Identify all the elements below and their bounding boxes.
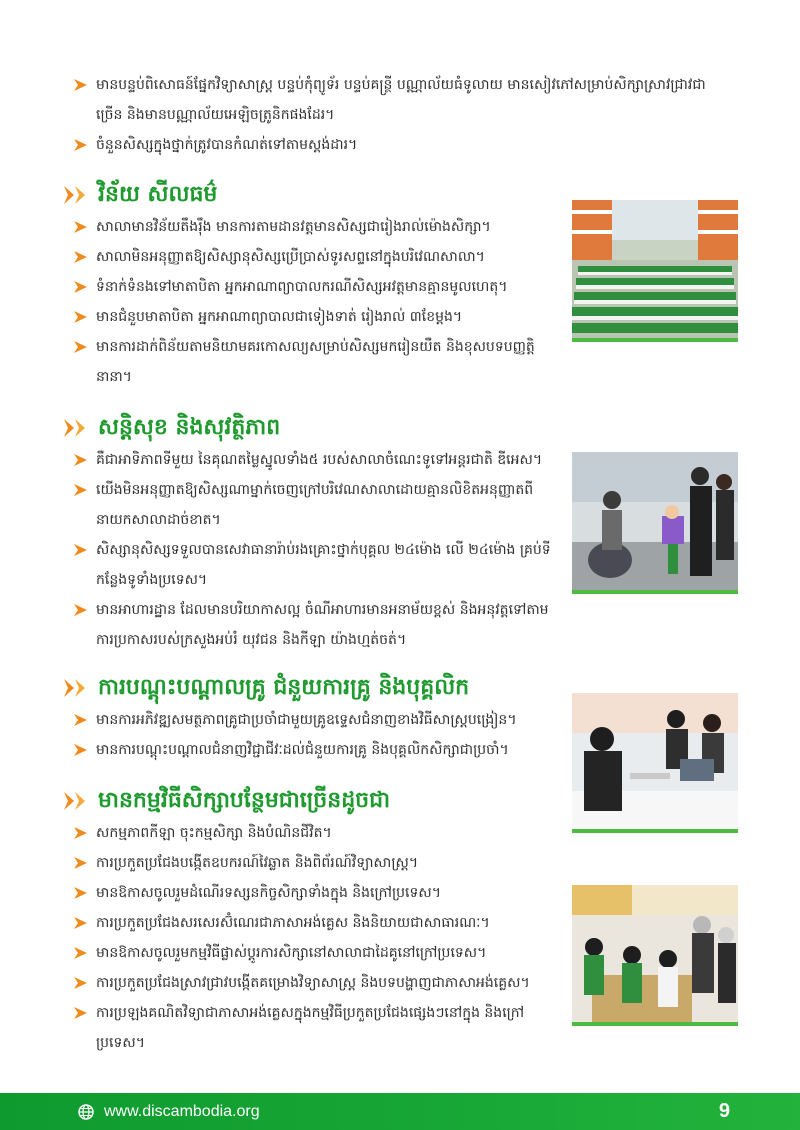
arrow-bullet-icon [74, 1007, 87, 1019]
arrow-bullet-icon [74, 887, 87, 899]
arrow-bullet-icon [74, 977, 87, 989]
list-item: ការប្រកួតប្រជែងសរសេរស៊ំណេរជាភាសាអង់គ្លេស និងនិយាយជាសាធារណៈ។ [74, 908, 564, 938]
list-item: មានឱកាសចូលរួមដំណើរទស្សនកិច្ចសិក្សាទាំងក្នុង និងក្រៅប្រទេស។ [74, 878, 564, 908]
section-title: វិន័យ សីលធម៌ [98, 182, 218, 207]
facilities-list [74, 70, 724, 160]
list-item: មានឱកាសចូលរួមកម្មវិធីផ្លាស់ប្តូរការសិក្សានៅសាលាជាដៃគូនៅក្រៅប្រទេស។ [74, 938, 564, 968]
list-item: មានការអភិវឌ្ឍសមត្ថភាពគ្រូជាប្រចាំជាមួយគ្រូឧទ្ទេសជំនាញខាងវិធីសាស្ត្របង្រៀន។ [74, 705, 564, 735]
section-heading-training [64, 673, 469, 703]
list-item: សាលាមិនអនុញ្ញាតឱ្យសិស្សានុសិស្សប្រើប្រាស់ទូរសព្ទនៅក្នុងបរិវេណសាលា។ [74, 242, 564, 272]
arrow-bullet-icon [74, 311, 87, 323]
footer-bar [0, 1093, 800, 1130]
list-item: សិស្សានុសិស្សទទួលបានសេវាធានារ៉ាប់រងគ្រោះថ្នាក់បុគ្គល ២៤ម៉ោង លើ ២៤ម៉ោង គ្រប់ទីកន្លែងទូទាំងប្រទេស។ [74, 535, 564, 595]
arrow-bullet-icon [74, 454, 87, 466]
arrow-bullet-icon [74, 484, 87, 496]
assembly-illustration [572, 200, 738, 338]
double-chevron-icon [64, 419, 90, 437]
arrow-bullet-icon [74, 744, 87, 756]
section-heading-safety [64, 413, 280, 443]
list-item: មានការដាក់ពិន័យតាមនិយាមគរកោសល្យសម្រាប់សិស្សមករៀនយឺត និងខុសបទបញ្ញត្តិនានា។ [74, 332, 564, 392]
list-item: យើងមិនអនុញ្ញាតឱ្យសិស្សណាម្នាក់ចេញក្រៅបរិវេណសាលាដោយគ្មានលិខិតអនុញ្ញាតពីនាយកសាលាដាច់ខាត។ [74, 475, 564, 535]
activities-list [74, 818, 564, 1058]
list-item: មានបន្ទប់ពិសោធន៍ផ្នែកវិទ្យាសាស្ត្រ បន្ទប់កុំព្យូទ័រ បន្ទប់គន្ថ្រី បណ្ណាល័យធំទូលាយ មានសៀវភៅសម្រាប់សិក្សាស្រាវជ្រាវជាច្រើន និងមានបណ្ណាល័យអេឡិចត្រូនិកផងដែរ។ [74, 70, 724, 130]
arrow-bullet-icon [74, 857, 87, 869]
section-title: មានកម្មវិធីសិក្សាបន្ថែមជាច្រើនដូចជា [98, 788, 391, 813]
fair-illustration [572, 885, 738, 1022]
section-title: ការបណ្តុះបណ្តាលគ្រូ ជំនួយការគ្រូ និងបុគ្គលិក [98, 675, 470, 700]
teacher-training-photo [572, 693, 738, 833]
list-item: ការប្រឡងគណិតវិទ្យាជាភាសាអង់គ្លេសក្នុងកម្មវិធីប្រកួតប្រជែងផ្សេងៗនៅក្នុង និងក្រៅប្រទេស។ [74, 998, 564, 1058]
arrow-bullet-icon [74, 827, 87, 839]
list-item: ការប្រកួតប្រជែងស្រាវជ្រាវបង្កើតគម្រោងវិទ្យាសាស្ត្រ និងបទបង្ហាញជាភាសាអង់គ្លេស។ [74, 968, 564, 998]
gate-illustration [572, 452, 738, 590]
section-title: សន្តិសុខ និងសុវត្ថិភាព [98, 415, 281, 440]
globe-icon [78, 1104, 94, 1120]
training-illustration [572, 693, 738, 829]
discipline-list [74, 212, 564, 392]
list-item: មានការបណ្តុះបណ្តាលជំនាញវិជ្ជាជីវៈដល់ជំនួយការគ្រូ និងបុគ្គលិកសិក្សាជាប្រចាំ។ [74, 735, 564, 765]
double-chevron-icon [64, 792, 90, 810]
arrow-bullet-icon [74, 604, 87, 616]
school-assembly-photo [572, 200, 738, 342]
double-chevron-icon [64, 679, 90, 697]
arrow-bullet-icon [74, 917, 87, 929]
arrow-bullet-icon [74, 79, 87, 91]
arrow-bullet-icon [74, 341, 87, 353]
list-item: មានជំនួបមាតាបិតា អ្នកអាណាព្យាបាលជាទៀងទាត់ រៀងរាល់ ៣ខែម្តង។ [74, 302, 564, 332]
double-chevron-icon [64, 186, 90, 204]
page-number: 9 [718, 1100, 730, 1122]
list-item: ទំនាក់ទំនងទៅមាតាបិតា អ្នកអាណាព្យាបាលករណីសិស្សអវត្តមានគ្មានមូលហេតុ។ [74, 272, 564, 302]
list-item: ចំនួនសិស្សក្នុងថ្នាក់ត្រូវបានកំណត់ទៅតាមស្តង់ដារ។ [74, 130, 724, 160]
science-fair-photo [572, 885, 738, 1026]
list-item: មានអាហារដ្ឋាន ដែលមានបរិយាកាសល្អ ចំណីអាហារមានអនាម័យខ្ពស់ និងអនុវត្តទៅតាមការប្រកាសរបស់ក្រសួងអប់រំ យុវជន និងកីឡា យ៉ាងហ្មត់ចត់។ [74, 595, 564, 655]
section-heading-activities [64, 786, 390, 816]
arrow-bullet-icon [74, 281, 87, 293]
list-item: សកម្មភាពកីឡា ចុះកម្មសិក្សា និងបំណិនជីវិត។ [74, 818, 564, 848]
school-gate-photo [572, 452, 738, 594]
list-item: ការប្រកួតប្រជែងបង្កើតឧបករណ៍វៃឆ្លាត និងពិព័រណ៍វិទ្យាសាស្ត្រ។ [74, 848, 564, 878]
arrow-bullet-icon [74, 544, 87, 556]
list-item: គឺជាអាទិភាពទីមួយ នៃគុណតម្លៃស្នូលទាំង៥ របស់សាលាចំណេះទូទៅអន្តរជាតិ ឌីអេស។ [74, 445, 564, 475]
arrow-bullet-icon [74, 714, 87, 726]
section-heading-discipline [64, 180, 217, 210]
list-item: សាលាមានវិន័យតឹងរ៉ឹង មានការតាមដានវត្តមានសិស្សជារៀងរាល់ម៉ោងសិក្សា។ [74, 212, 564, 242]
arrow-bullet-icon [74, 221, 87, 233]
arrow-bullet-icon [74, 947, 87, 959]
arrow-bullet-icon [74, 251, 87, 263]
website-link[interactable]: www.discambodia.org [104, 1103, 260, 1120]
training-list [74, 705, 564, 765]
safety-list [74, 445, 564, 655]
arrow-bullet-icon [74, 139, 87, 151]
